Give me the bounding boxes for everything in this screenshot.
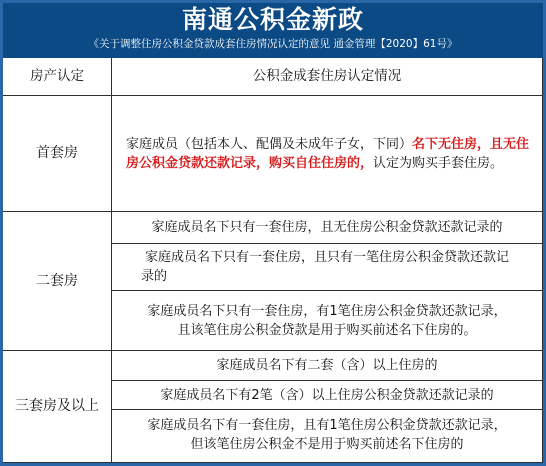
document-subtitle: 《关于调整住房公积金贷款成套住房情况认定的意见 通金管理【2020】61号》 xyxy=(88,38,458,50)
third-home-condition-3 xyxy=(112,410,543,463)
third-home-condition-1: 家庭成员名下有二套（含）以上住房的 xyxy=(112,351,543,381)
second-home-condition-1: 家庭成员名下只有一套住房，且无住房公积金贷款还款记录的 xyxy=(112,212,543,244)
second-home-condition-3-line-2: 且该笔住房公积金贷款是用于购买前述名下住房的。 xyxy=(177,323,477,338)
second-home-condition-3 xyxy=(112,291,543,351)
first-home-text xyxy=(126,135,532,173)
header-housing-category: 房产认定 xyxy=(3,58,112,96)
second-home-condition-2-line-1: 家庭成员名下只有一套住房，且只有一笔住房公积金贷款还款记 xyxy=(144,250,509,265)
second-home-condition-2-line-2: 录的 xyxy=(141,269,168,284)
category-second-home: 二套房 xyxy=(3,212,112,351)
first-home-condition xyxy=(112,96,543,212)
policy-table xyxy=(3,58,543,463)
header-recognition-conditions: 公积金成套住房认定情况 xyxy=(112,58,543,96)
second-home-condition-3-line-1: 家庭成员名下只有一套住房，有1笔住房公积金贷款还款记录， xyxy=(147,304,507,319)
first-home-text-b: 认定为购买手套住房。 xyxy=(373,155,504,171)
first-home-emphasis: 名下无住房，且无住房公积金贷款还款记录，购买自住住房的， xyxy=(126,136,530,171)
third-home-condition-3-line-1: 家庭成员名下有一套住房，且有1笔住房公积金贷款还款记录， xyxy=(147,418,507,433)
third-home-condition-3-line-2: 但该笔住房公积金不是用于购买前述名下住房的 xyxy=(190,437,464,452)
category-third-home-or-more: 三套房及以上 xyxy=(3,351,112,463)
third-home-condition-2: 家庭成员名下有2笔（含）以上住房公积金贷款还款记录的 xyxy=(112,381,543,410)
second-home-condition-2 xyxy=(112,244,543,291)
first-home-text-a: 家庭成员（包括本人、配偶及未成年子女，下同） xyxy=(126,136,413,152)
category-first-home: 首套房 xyxy=(3,96,112,212)
page-title: 南通公积金新政 xyxy=(181,5,364,34)
title-banner xyxy=(3,3,543,58)
